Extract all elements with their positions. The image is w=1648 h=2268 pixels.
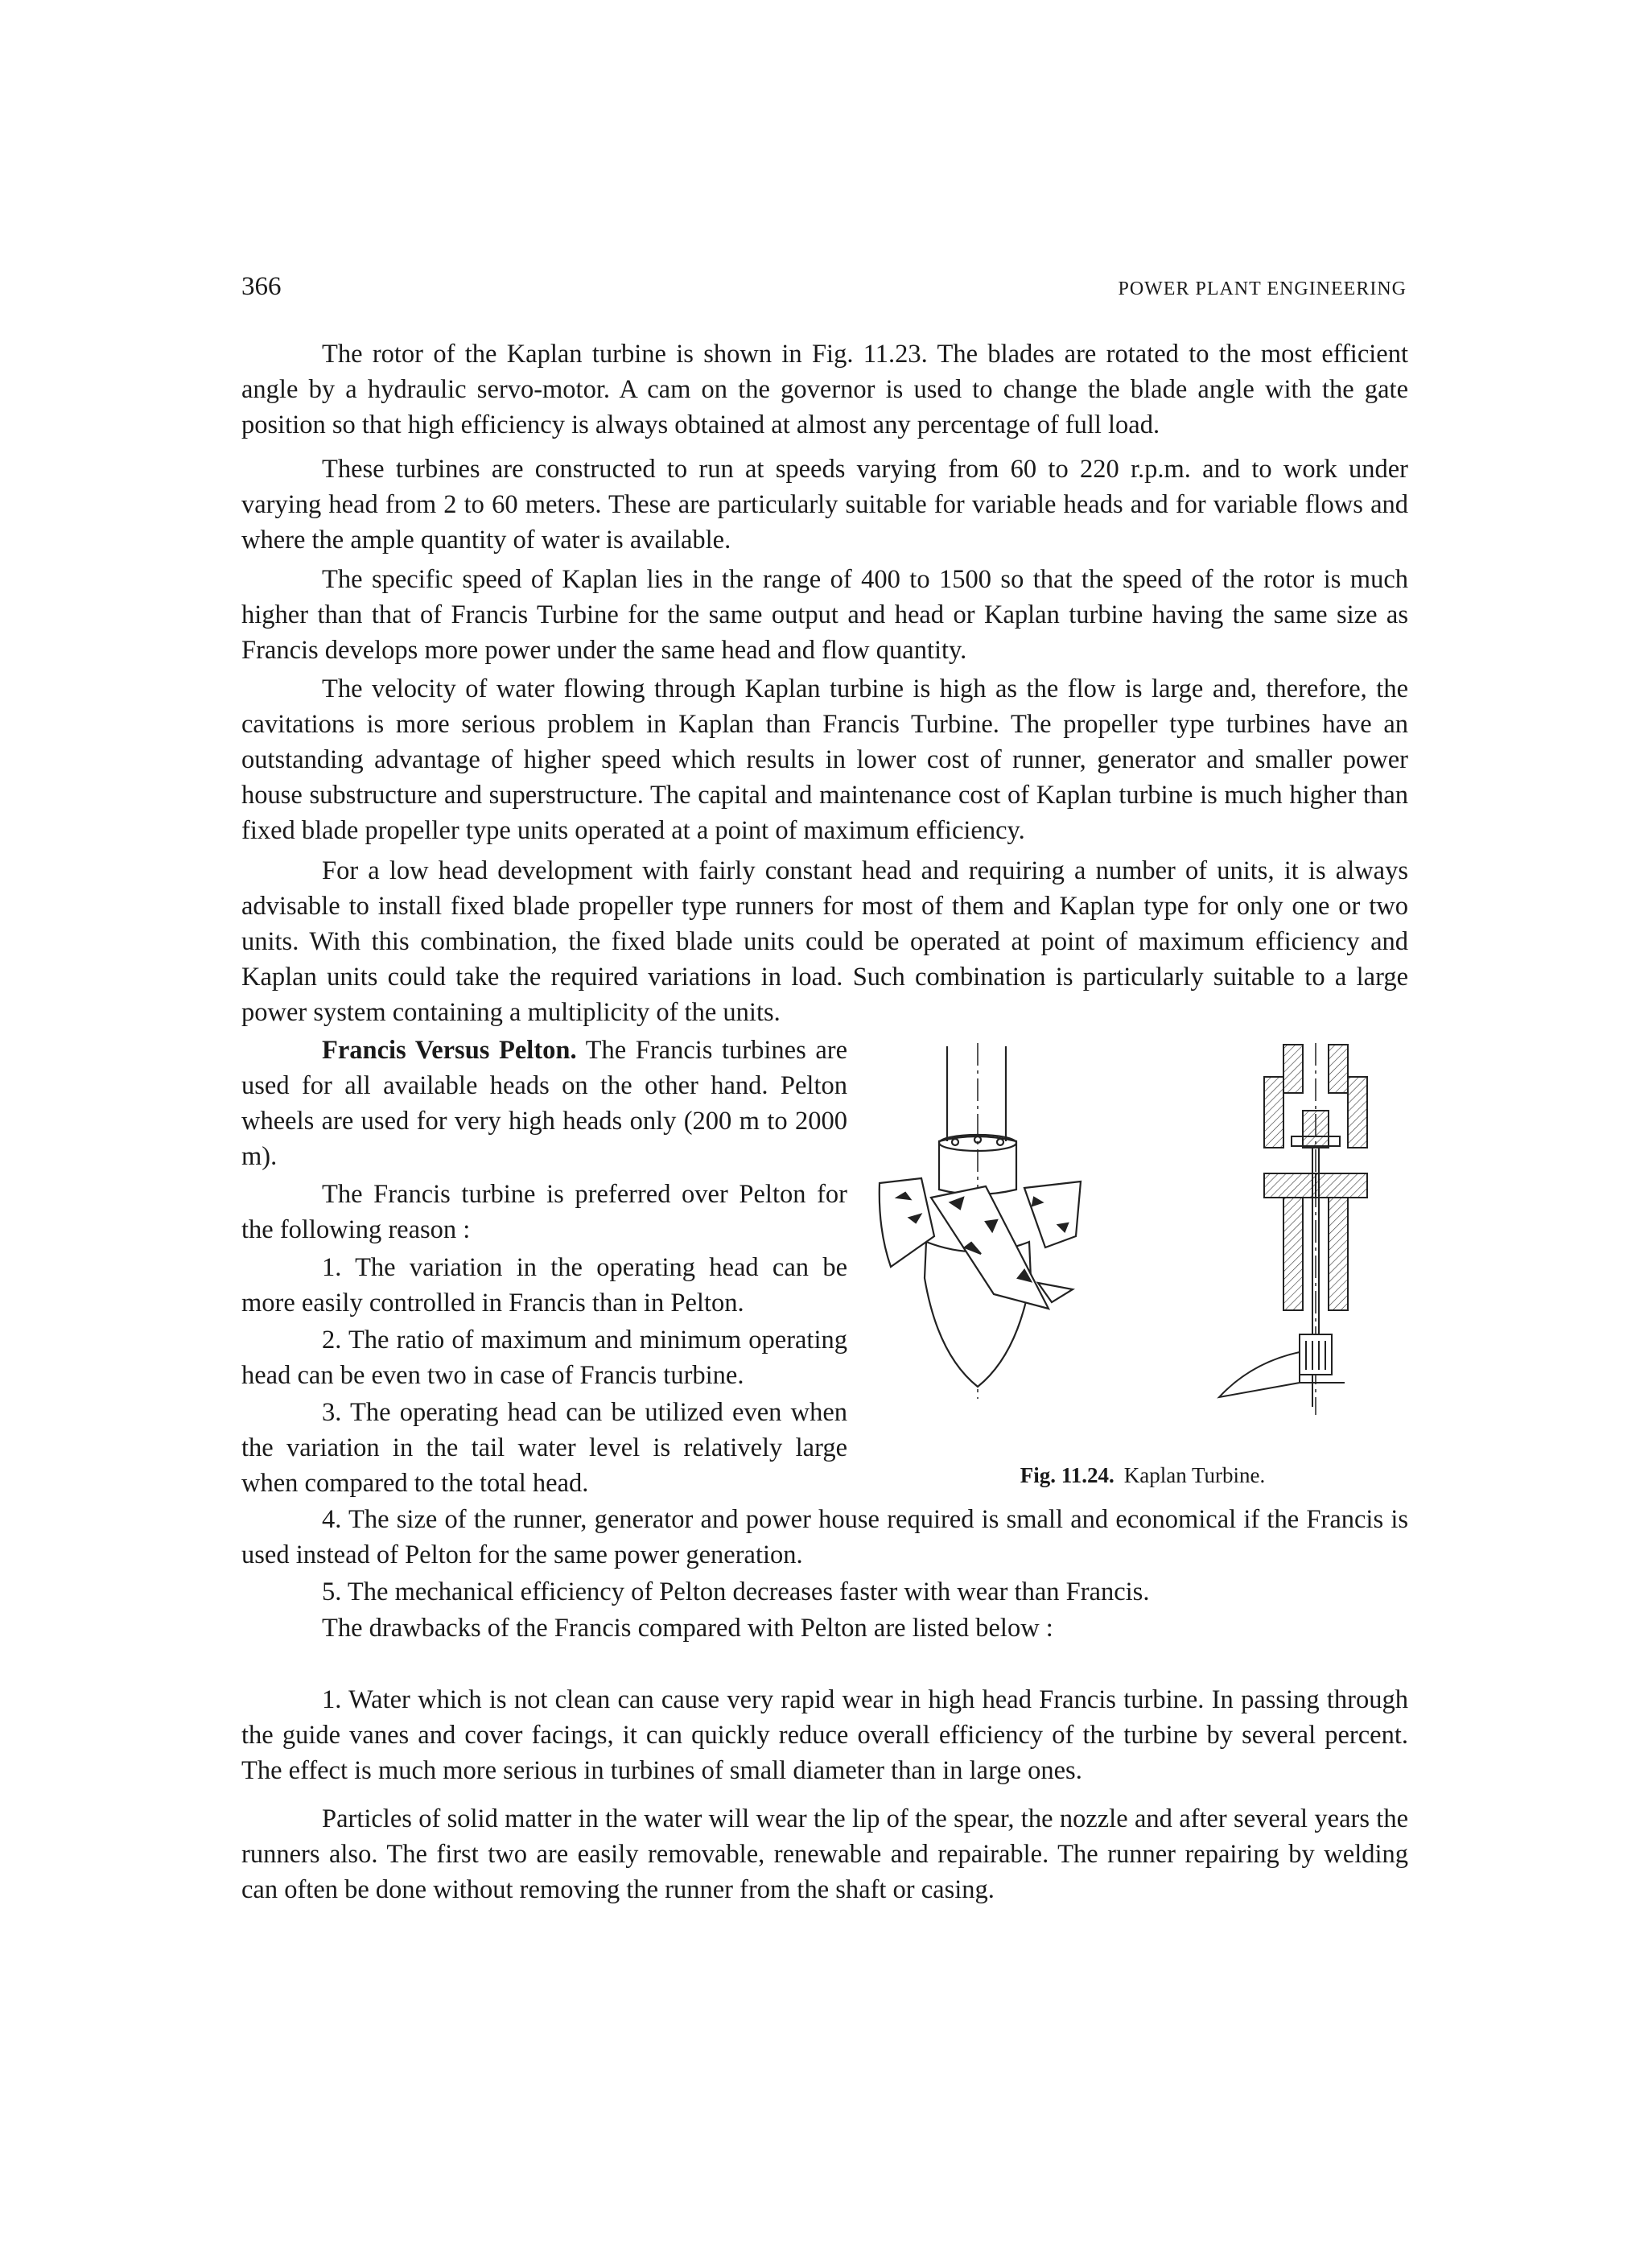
- page-number: 366: [241, 272, 282, 301]
- section-text: The Francis turbines are used for all available heads on the other hand. Pelton wheels are used for very high heads only (200 m to 2000 m).: [241, 1036, 847, 1171]
- section-heading: Francis Versus Pelton.: [322, 1036, 577, 1065]
- list-item-1: 1. The variation in the operating head can be more easily controlled in Francis than in Pelton.: [241, 1253, 847, 1318]
- kaplan-turbine-figure: [865, 1037, 1420, 1431]
- paragraph-francis-vs-pelton: [241, 1033, 847, 1174]
- figure-caption-text: Kaplan Turbine.: [1123, 1463, 1266, 1487]
- kaplan-runner-drawing: [880, 1043, 1081, 1399]
- paragraph-drawbacks: The drawbacks of the Francis compared with Pelton are listed below :: [322, 1614, 1053, 1643]
- list-item-2: 2. The ratio of maximum and minimum operating head can be even two in case of Francis turbine.: [241, 1326, 847, 1390]
- paragraph-velocity: The velocity of water flowing through Kaplan turbine is high as the flow is large and, therefore, the cavitations is more serious problem in Kaplan than Francis Turbine. The propeller type turbines have an outstanding advantage of higher speed which results in lower cost of runner, generator and smaller power house substructure and superstructure. The capital and maintenance cost of Kaplan turbine is much higher than fixed blade propeller type units operated at a point of maximum efficiency.: [241, 674, 1408, 845]
- list-item-4: 4. The size of the runner, generator and power house required is small and economical if the Francis is used instead of Pelton for the same power generation.: [241, 1505, 1408, 1569]
- running-head: POWER PLANT ENGINEERING: [1118, 278, 1407, 299]
- list-item-3: 3. The operating head can be utilized even when the variation in the tail water level is relatively large when compared to the total head.: [241, 1398, 847, 1498]
- paragraph-kaplan-speeds: These turbines are constructed to run at speeds varying from 60 to 220 r.p.m. and to work under varying head from 2 to 60 meters. These are particularly suitable for variable heads and for variable flows and where the ample quantity of water is available.: [241, 455, 1408, 555]
- paragraph-specific-speed: The specific speed of Kaplan lies in the range of 400 to 1500 so that the speed of the rotor is much higher than that of Francis Turbine for the same output and head or Kaplan turbine having the same size as Francis develops more power under the same head and flow quantity.: [241, 565, 1408, 665]
- paragraph-kaplan-rotor: The rotor of the Kaplan turbine is shown in Fig. 11.23. The blades are rotated to the most efficient angle by a hydraulic servo-motor. A cam on the governor is used to change the blade angle with the gate position so that high efficiency is always obtained at almost any percentage of full load.: [241, 340, 1408, 439]
- paragraph-particles: Particles of solid matter in the water will wear the lip of the spear, the nozzle and after several years the runners also. The first two are easily removable, renewable and repairable. The runner repairing by welding can often be done without removing the runner from the shaft or casing.: [241, 1804, 1408, 1904]
- list-item-5: 5. The mechanical efficiency of Pelton decreases faster with wear than Francis.: [322, 1577, 1150, 1606]
- figure-caption: [865, 1463, 1420, 1488]
- paragraph-low-head: For a low head development with fairly constant head and requiring a number of units, it is always advisable to install fixed blade propeller type runners for most of them and Kaplan type for only one or two units. With this combination, the fixed blade units could be operated at point of maximum efficiency and Kaplan units could take the required variations in load. Such combination is particularly suitable to a large power system containing a multiplicity of the units.: [241, 856, 1408, 1027]
- blade-mechanism-section: [1219, 1043, 1367, 1415]
- paragraph-francis-preferred: The Francis turbine is preferred over Pelton for the following reason :: [241, 1180, 847, 1244]
- figure-label: Fig. 11.24.: [1020, 1463, 1114, 1487]
- drawback-item-1: 1. Water which is not clean can cause very rapid wear in high head Francis turbine. In passing through the guide vanes and cover facings, it can quickly reduce overall efficiency of the turbine by several percent. The effect is much more serious in turbines of small diameter than in large ones.: [241, 1685, 1408, 1785]
